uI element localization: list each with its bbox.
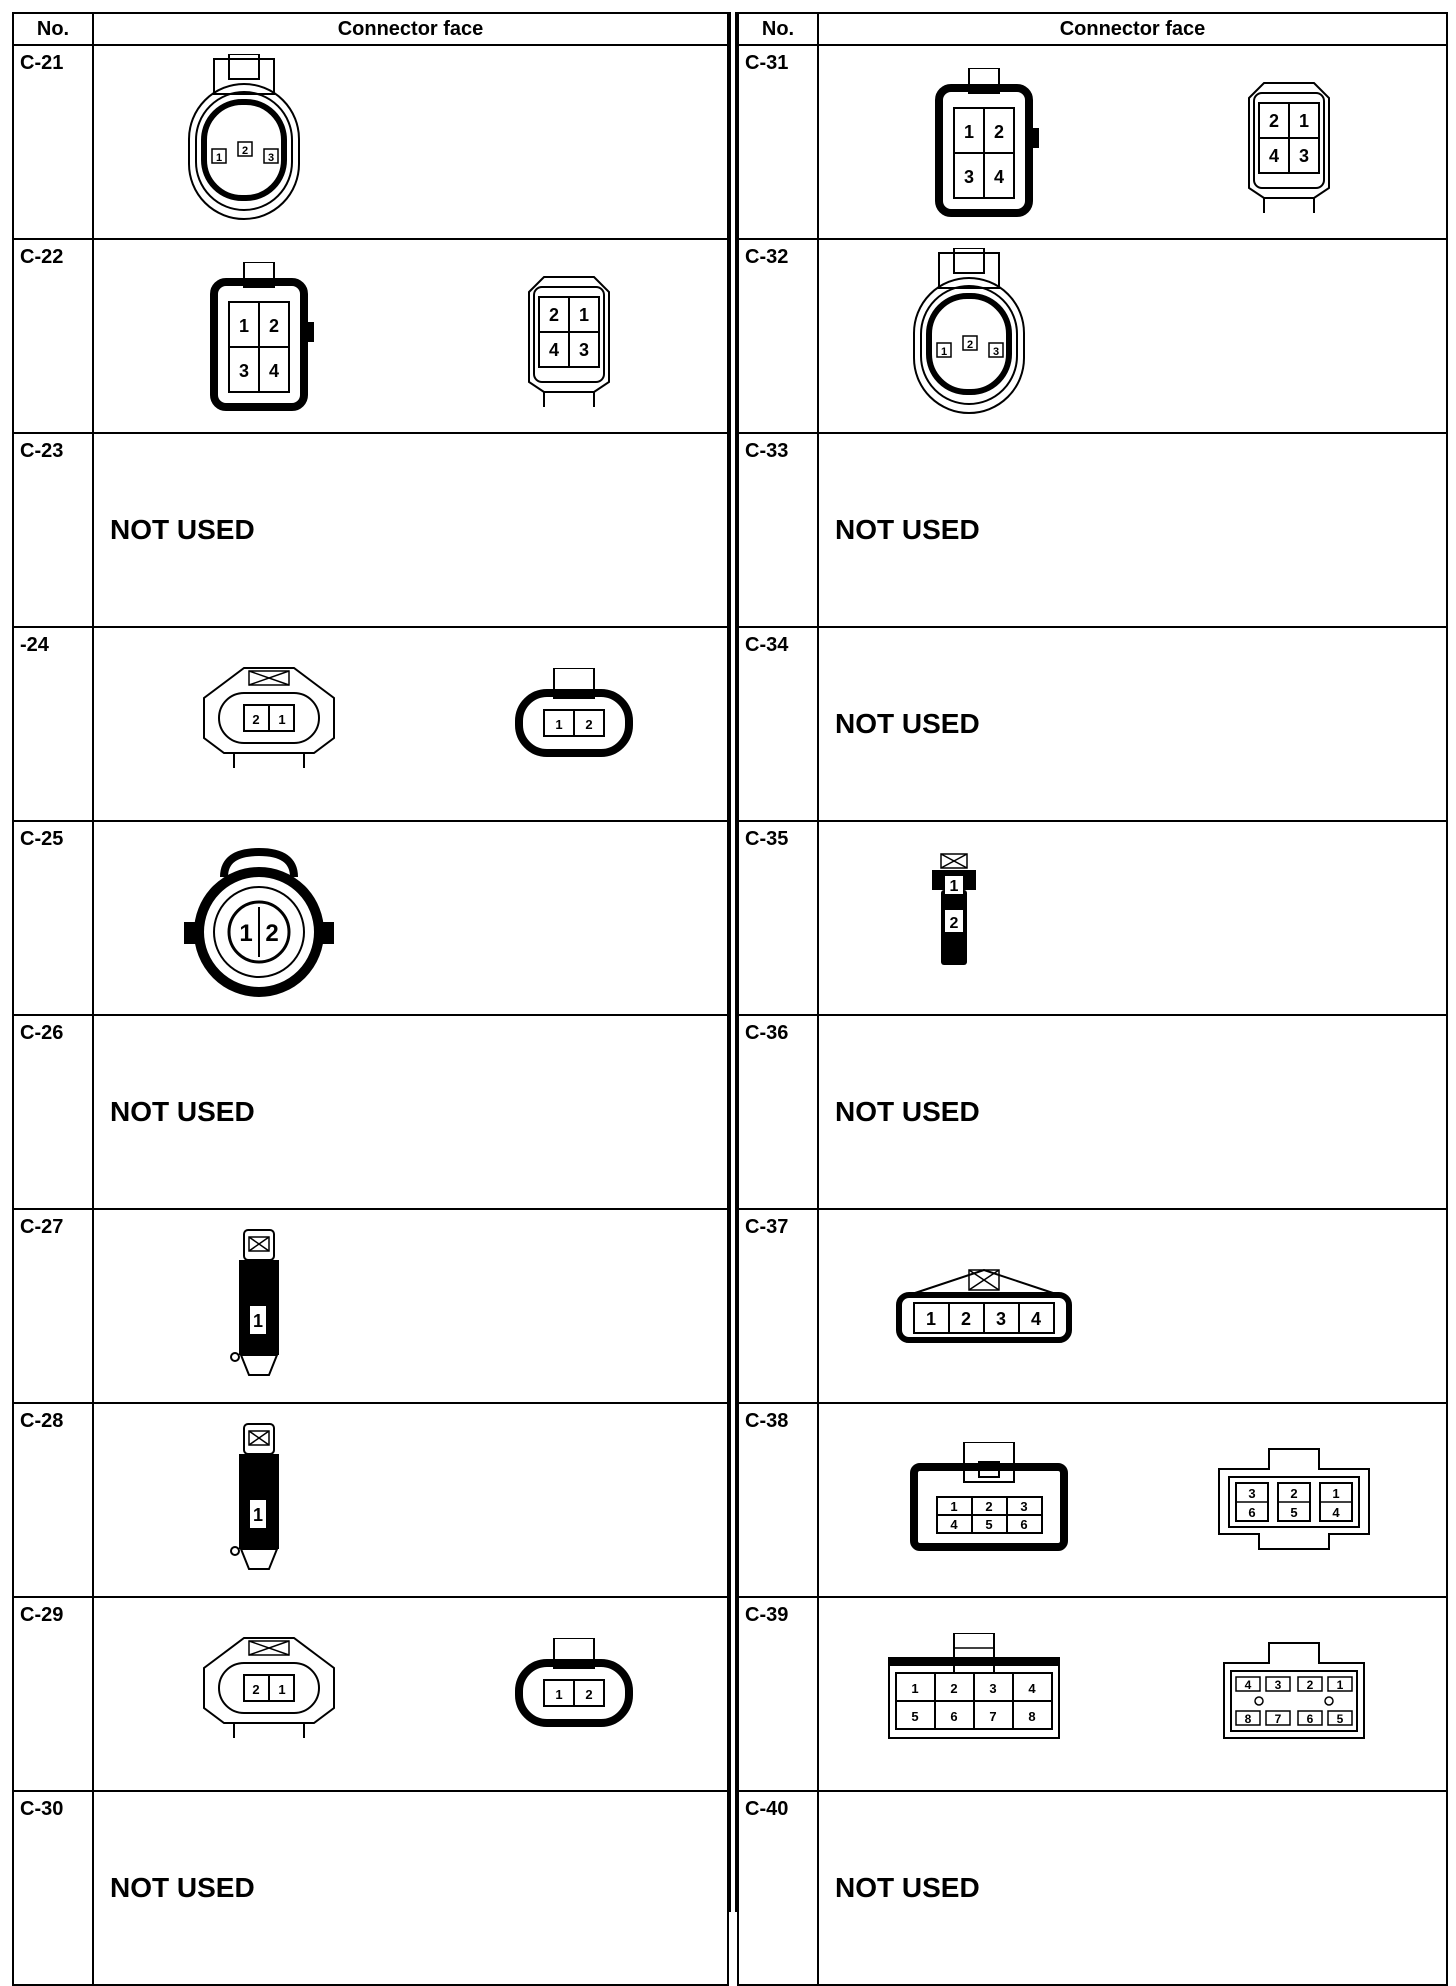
pin-label: 2: [585, 717, 593, 732]
connector-4pin-female-drawing: [204, 262, 324, 412]
pin-label: 4: [950, 1517, 958, 1532]
pin-label: 2: [265, 920, 279, 947]
connector-number: C-30: [13, 1791, 93, 1985]
pin-label: 5: [911, 1709, 919, 1724]
connector-face-cell: [818, 239, 1447, 433]
pin-label: 3: [995, 1309, 1007, 1329]
connector-face-cell: [93, 1791, 728, 1985]
connector-8pin-female-drawing: [884, 1633, 1064, 1743]
pin-label: 2: [966, 339, 974, 351]
pin-label: 6: [950, 1709, 958, 1724]
connector-2pin-female-drawing: [504, 1638, 644, 1738]
pin-label: 3: [963, 167, 975, 187]
connector-2pin-inline-drawing: [929, 852, 979, 972]
table-row: [13, 821, 728, 1015]
connector-1pin-drawing: [229, 1225, 289, 1385]
table-row: [738, 433, 1447, 627]
connector-number: C-22: [13, 239, 93, 433]
pin-label: 3: [578, 340, 590, 360]
pin-label: 1: [215, 152, 223, 164]
pin-label: 2: [950, 1681, 958, 1696]
pin-label: 3: [267, 152, 275, 164]
pin-label: 5: [985, 1517, 993, 1532]
pin-label: 6: [1248, 1505, 1256, 1520]
pin-label: 1: [911, 1681, 919, 1696]
pin-label: 4: [1244, 1678, 1252, 1692]
left-connector-table: [12, 12, 729, 1912]
panel-divider: [729, 12, 737, 1912]
connector-number: C-32: [738, 239, 818, 433]
pin-label: 1: [1336, 1678, 1344, 1692]
connector-number: C-36: [738, 1015, 818, 1209]
pin-label: 2: [949, 915, 959, 932]
table-row: [13, 1597, 728, 1791]
connector-number: C-31: [738, 45, 818, 239]
pin-label: 7: [989, 1709, 997, 1724]
pin-label: 1: [252, 1505, 264, 1525]
connector-face-cell: [818, 1015, 1447, 1209]
pin-label: 1: [925, 1309, 937, 1329]
connector-face-cell: [818, 1403, 1447, 1597]
pin-label: 2: [960, 1309, 972, 1329]
connector-face-cell: [818, 1791, 1447, 1985]
connector-3pin-round-drawing: [909, 248, 1039, 418]
pin-label: 2: [1268, 111, 1280, 131]
connector-face-cell: [818, 821, 1447, 1015]
connector-number: C-21: [13, 45, 93, 239]
connector-2pin-round-drawing: [179, 837, 339, 997]
connector-face-cell: [818, 1597, 1447, 1791]
pin-label: 3: [1020, 1499, 1028, 1514]
connector-face-cell: [93, 1015, 728, 1209]
connector-number: C-38: [738, 1403, 818, 1597]
right-connector-table: [737, 12, 1448, 1912]
pin-label: 7: [1274, 1712, 1282, 1726]
table-row: [738, 1209, 1447, 1403]
connector-4pin-female-drawing: [929, 68, 1049, 218]
pin-label: 1: [252, 1311, 264, 1331]
pin-label: 2: [252, 1682, 260, 1697]
connector-face-cell: [93, 1403, 728, 1597]
table-row: [738, 627, 1447, 821]
connector-3pin-round-drawing: [184, 54, 314, 224]
pin-label: 3: [1298, 146, 1310, 166]
pin-label: 6: [1306, 1712, 1314, 1726]
connector-face-cell: [818, 1209, 1447, 1403]
not-used-label: NOT USED: [110, 1096, 255, 1127]
connector-face-cell: [93, 627, 728, 821]
pin-label: 1: [238, 316, 250, 336]
pin-label: 8: [1028, 1709, 1036, 1724]
pin-label: 1: [950, 1499, 958, 1514]
pin-label: 4: [1030, 1309, 1042, 1329]
connector-8pin-male-drawing: [1214, 1633, 1374, 1748]
table-row: [738, 1403, 1447, 1597]
connector-4pin-male-drawing: [1229, 68, 1349, 218]
connector-number: C-28: [13, 1403, 93, 1597]
pin-label: 2: [1290, 1486, 1298, 1501]
connector-number: C-29: [13, 1597, 93, 1791]
pin-label: 3: [1248, 1486, 1256, 1501]
table-row: [13, 1403, 728, 1597]
connector-2pin-female-drawing: [504, 668, 644, 768]
table-row: [13, 627, 728, 821]
table-row: [13, 45, 728, 239]
connector-number: C-40: [738, 1791, 818, 1985]
pin-label: 2: [585, 1687, 593, 1702]
connector-number: -24: [13, 627, 93, 821]
table-row: [13, 1791, 728, 1985]
table-row: [738, 45, 1447, 239]
table-row: [738, 1015, 1447, 1209]
pin-label: 4: [268, 361, 280, 381]
pin-label: 1: [278, 1682, 286, 1697]
connector-face-cell: [93, 821, 728, 1015]
pin-label: 1: [278, 712, 286, 727]
connector-face-cell: [93, 239, 728, 433]
not-used-label: NOT USED: [835, 708, 980, 739]
connector-number: C-37: [738, 1209, 818, 1403]
table-row: [738, 821, 1447, 1015]
connector-face-cell: [93, 433, 728, 627]
pin-label: 2: [241, 145, 249, 157]
pin-label: 2: [252, 712, 260, 727]
connector-face-cell: [93, 1209, 728, 1403]
pin-label: 1: [1298, 111, 1310, 131]
connector-2pin-male-drawing: [194, 1633, 344, 1743]
connector-number: C-27: [13, 1209, 93, 1403]
header-no: No.: [738, 13, 818, 45]
pin-label: 1: [555, 1687, 563, 1702]
pin-label: 4: [1332, 1505, 1340, 1520]
connector-number: C-33: [738, 433, 818, 627]
connector-4pin-male-drawing: [509, 262, 629, 412]
connector-number: C-25: [13, 821, 93, 1015]
pin-label: 3: [989, 1681, 997, 1696]
connector-4pin-flat-drawing: [894, 1265, 1074, 1355]
header-connector-face: Connector face: [818, 13, 1447, 45]
pin-label: 1: [940, 346, 948, 358]
table-row: [738, 1791, 1447, 1985]
pin-label: 6: [1020, 1517, 1028, 1532]
pin-label: 2: [985, 1499, 993, 1514]
pin-label: 1: [555, 717, 563, 732]
table-row: [13, 1015, 728, 1209]
header-no: No.: [13, 13, 93, 45]
pin-label: 1: [949, 878, 959, 895]
table-row: [13, 433, 728, 627]
not-used-label: NOT USED: [110, 514, 255, 545]
pin-label: 1: [239, 920, 253, 947]
pin-label: 1: [1332, 1486, 1340, 1501]
connector-6pin-male-drawing: [1214, 1439, 1374, 1554]
table-row: [13, 1209, 728, 1403]
pin-label: 3: [1274, 1678, 1282, 1692]
pin-label: 2: [1306, 1678, 1314, 1692]
connector-1pin-drawing: [229, 1419, 289, 1579]
not-used-label: NOT USED: [835, 1096, 980, 1127]
connector-number: C-23: [13, 433, 93, 627]
pin-label: 1: [578, 305, 590, 325]
connector-number: C-39: [738, 1597, 818, 1791]
table-row: [738, 239, 1447, 433]
pin-label: 4: [993, 167, 1005, 187]
pin-label: 2: [993, 122, 1005, 142]
connector-face-cell: [818, 45, 1447, 239]
connector-number: C-26: [13, 1015, 93, 1209]
connector-number: C-35: [738, 821, 818, 1015]
table-row: [13, 239, 728, 433]
pin-label: 4: [1028, 1681, 1036, 1696]
table-row: [738, 1597, 1447, 1791]
connector-face-cell: [93, 45, 728, 239]
pin-label: 3: [238, 361, 250, 381]
pin-label: 5: [1290, 1505, 1298, 1520]
connector-face-cell: [818, 433, 1447, 627]
connector-2pin-male-drawing: [194, 663, 344, 773]
pin-label: 1: [963, 122, 975, 142]
pin-label: 5: [1336, 1712, 1344, 1726]
not-used-label: NOT USED: [835, 514, 980, 545]
pin-label: 4: [1268, 146, 1280, 166]
pin-label: 3: [992, 346, 1000, 358]
pin-label: 8: [1244, 1712, 1252, 1726]
connector-face-cell: [818, 627, 1447, 821]
connector-number: C-34: [738, 627, 818, 821]
header-connector-face: Connector face: [93, 13, 728, 45]
connector-6pin-female-drawing: [909, 1442, 1069, 1552]
pin-label: 2: [268, 316, 280, 336]
not-used-label: NOT USED: [110, 1872, 255, 1903]
not-used-label: NOT USED: [835, 1872, 980, 1903]
pin-label: 2: [548, 305, 560, 325]
pin-label: 4: [548, 340, 560, 360]
connector-face-cell: [93, 1597, 728, 1791]
connector-sheet: [12, 12, 1448, 1912]
